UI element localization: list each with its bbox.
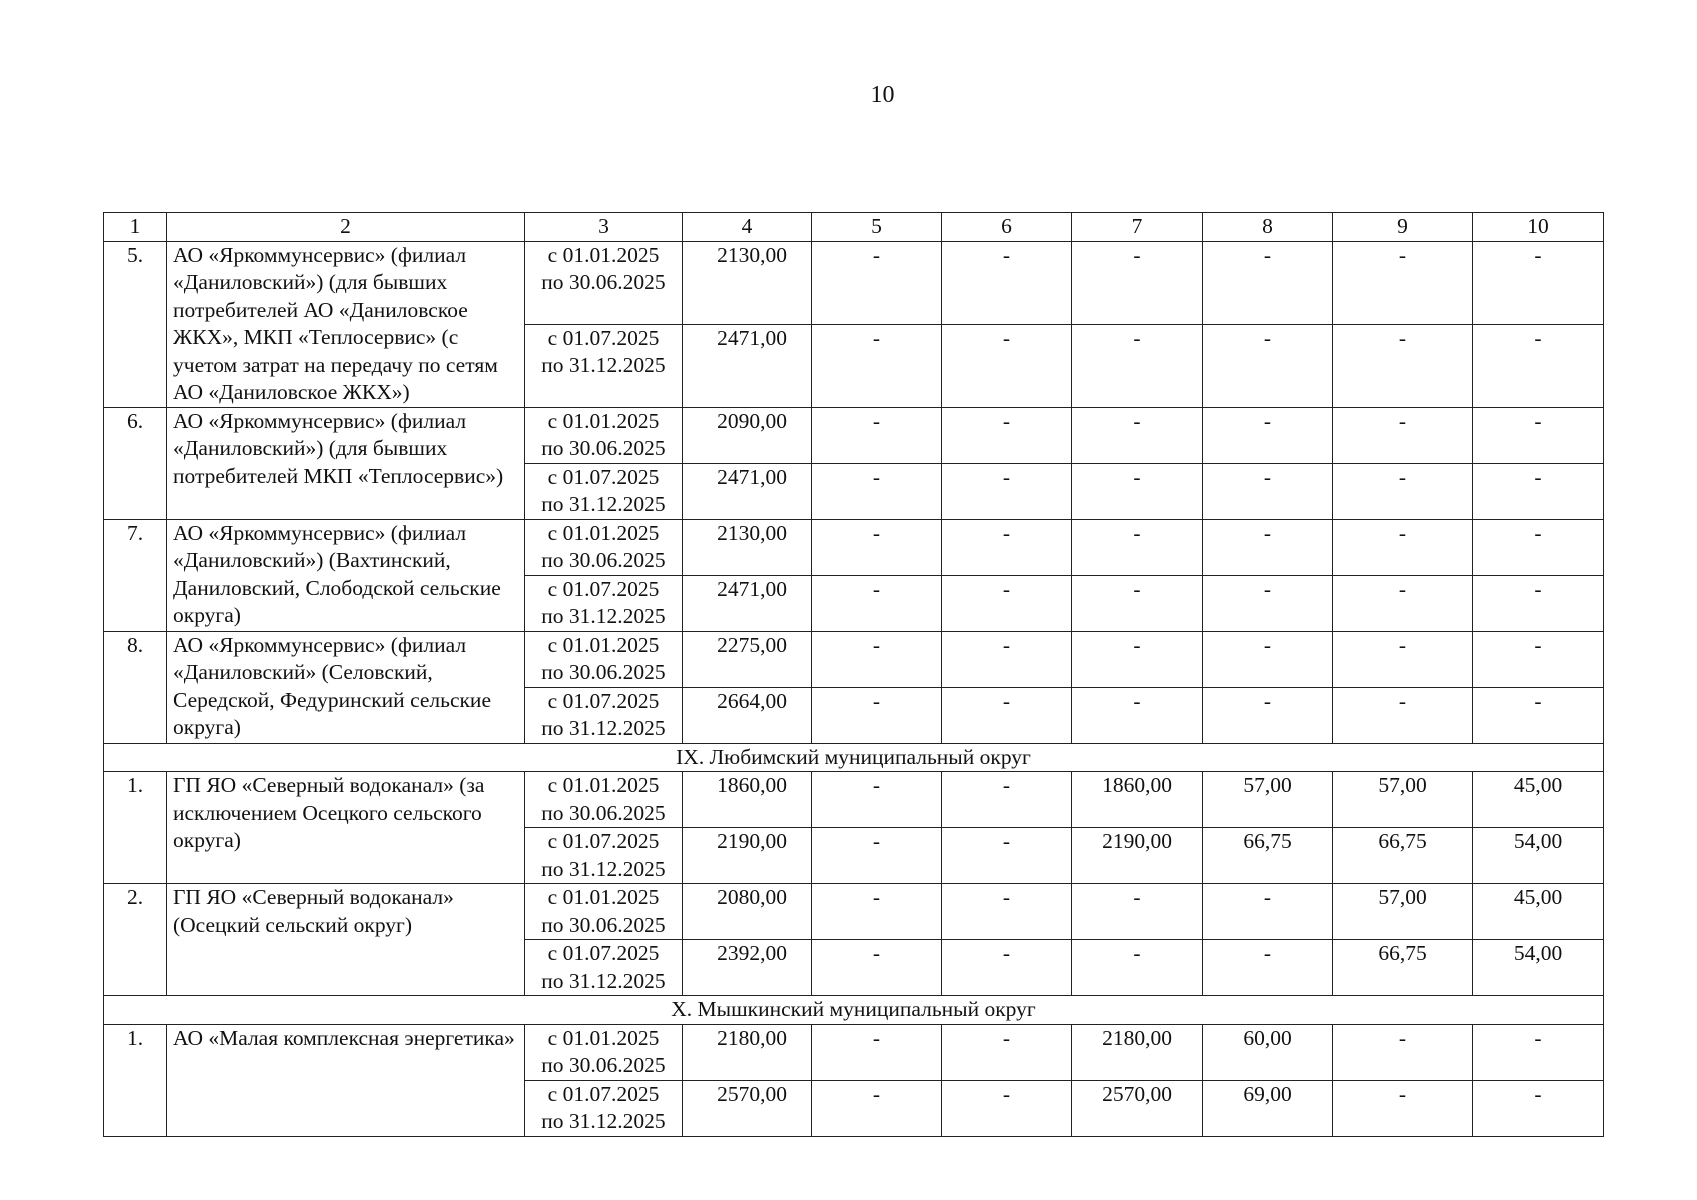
tariff-value: 2392,00 (683, 940, 812, 996)
period-cell (525, 241, 683, 324)
period-cell (525, 1024, 683, 1080)
tariff-value: 2275,00 (683, 631, 812, 687)
value-cell: - (812, 1024, 942, 1080)
column-number-row (104, 213, 1604, 242)
period-to: по 30.06.2025 (541, 660, 666, 684)
row-number: 1. (104, 1024, 167, 1136)
table-row (104, 1024, 1604, 1080)
value-cell: - (1333, 687, 1473, 743)
value-cell: 2570,00 (1072, 1080, 1203, 1136)
period-cell (525, 519, 683, 575)
tariff-value: 2471,00 (683, 575, 812, 631)
period-cell (525, 463, 683, 519)
period-cell (525, 1080, 683, 1136)
value-cell: - (1203, 884, 1333, 940)
tariff-value: 2190,00 (683, 828, 812, 884)
period-from: с 01.01.2025 (547, 773, 660, 797)
value-cell: - (1333, 324, 1473, 407)
value-cell: - (1473, 575, 1604, 631)
column-number-cell: 4 (683, 213, 812, 242)
value-cell: - (942, 1024, 1072, 1080)
value-cell: - (1333, 1024, 1473, 1080)
value-cell: - (1473, 519, 1604, 575)
value-cell: - (1333, 631, 1473, 687)
organization-name: АО «Яркоммунсервис» (филиал «Даниловский») (для бывших потребителей МКП «Теплосервис») (167, 407, 525, 519)
value-cell: 57,00 (1333, 884, 1473, 940)
value-cell: 57,00 (1333, 772, 1473, 828)
row-number: 7. (104, 519, 167, 631)
value-cell: - (812, 687, 942, 743)
tariff-value: 2664,00 (683, 687, 812, 743)
row-number: 6. (104, 407, 167, 519)
table-row (104, 519, 1604, 575)
period-cell (525, 324, 683, 407)
value-cell: - (942, 828, 1072, 884)
period-cell (525, 940, 683, 996)
value-cell: 45,00 (1473, 772, 1604, 828)
value-cell: 54,00 (1473, 828, 1604, 884)
value-cell: 66,75 (1203, 828, 1333, 884)
value-cell: - (942, 1080, 1072, 1136)
value-cell: 2180,00 (1072, 1024, 1203, 1080)
period-to: по 31.12.2025 (541, 968, 666, 993)
table-row (104, 241, 1604, 324)
period-from: с 01.07.2025 (547, 464, 660, 489)
value-cell: 54,00 (1473, 940, 1604, 996)
value-cell: - (942, 519, 1072, 575)
period-from: с 01.07.2025 (547, 576, 660, 601)
period-from: с 01.01.2025 (547, 520, 660, 545)
period-cell (525, 772, 683, 828)
value-cell: - (1072, 324, 1203, 407)
value-cell: - (812, 407, 942, 463)
value-cell: - (812, 1080, 942, 1136)
period-cell (525, 575, 683, 631)
period-cell (525, 687, 683, 743)
value-cell: 66,75 (1333, 940, 1473, 996)
value-cell: - (1473, 1080, 1604, 1136)
tariff-value: 2471,00 (683, 324, 812, 407)
section-header-row (104, 743, 1604, 772)
value-cell: - (1072, 631, 1203, 687)
value-cell: - (1333, 407, 1473, 463)
value-cell: - (812, 631, 942, 687)
period-to: по 30.06.2025 (541, 548, 666, 572)
row-number: 8. (104, 631, 167, 743)
value-cell: - (942, 884, 1072, 940)
period-cell (525, 828, 683, 884)
value-cell: - (942, 687, 1072, 743)
value-cell: - (1333, 575, 1473, 631)
value-cell: - (942, 463, 1072, 519)
table-row (104, 407, 1604, 463)
section-header-row (104, 996, 1604, 1025)
period-to: по 31.12.2025 (541, 716, 666, 740)
value-cell: - (812, 828, 942, 884)
period-from: с 01.07.2025 (547, 829, 660, 853)
column-number-cell: 2 (167, 213, 525, 242)
tariff-value: 2130,00 (683, 519, 812, 575)
period-cell (525, 884, 683, 940)
value-cell: - (812, 241, 942, 324)
value-cell: - (812, 575, 942, 631)
value-cell: - (1333, 1080, 1473, 1136)
value-cell: 1860,00 (1072, 772, 1203, 828)
period-to: по 31.12.2025 (541, 604, 666, 628)
period-to: по 31.12.2025 (541, 492, 666, 516)
value-cell: 60,00 (1203, 1024, 1333, 1080)
period-to: по 30.06.2025 (541, 800, 666, 825)
value-cell: - (1203, 324, 1333, 407)
row-number: 1. (104, 772, 167, 884)
tariff-value: 2180,00 (683, 1024, 812, 1080)
value-cell: - (1473, 463, 1604, 519)
column-number-cell: 8 (1203, 213, 1333, 242)
value-cell: - (1203, 940, 1333, 996)
value-cell: - (1473, 241, 1604, 324)
section-title: X. Мышкинский муниципальный округ (104, 996, 1604, 1025)
value-cell: 45,00 (1473, 884, 1604, 940)
value-cell: - (942, 407, 1072, 463)
period-from: с 01.01.2025 (547, 242, 660, 267)
organization-name: АО «Малая комплексная энергетика» (167, 1024, 525, 1136)
period-to: по 31.12.2025 (541, 353, 666, 377)
value-cell: - (812, 940, 942, 996)
column-number-cell: 7 (1072, 213, 1203, 242)
period-to: по 30.06.2025 (541, 912, 666, 937)
value-cell: - (812, 884, 942, 940)
table-row (104, 631, 1604, 687)
row-number: 2. (104, 884, 167, 996)
value-cell: - (942, 324, 1072, 407)
organization-name: ГП ЯО «Северный водоканал» (за исключением Осецкого сельского округа) (167, 772, 525, 884)
tariff-table (103, 212, 1604, 1137)
value-cell: - (1473, 1024, 1604, 1080)
value-cell: - (942, 940, 1072, 996)
period-to: по 31.12.2025 (541, 856, 666, 881)
period-from: с 01.01.2025 (547, 885, 660, 909)
value-cell: 69,00 (1203, 1080, 1333, 1136)
value-cell: - (1473, 407, 1604, 463)
column-number-cell: 5 (812, 213, 942, 242)
value-cell: - (1203, 241, 1333, 324)
period-cell (525, 631, 683, 687)
value-cell: - (812, 463, 942, 519)
value-cell: - (1203, 463, 1333, 519)
tariff-value: 1860,00 (683, 772, 812, 828)
period-from: с 01.07.2025 (547, 688, 660, 713)
value-cell: - (1203, 631, 1333, 687)
period-from: с 01.07.2025 (547, 1081, 660, 1106)
value-cell: - (1072, 884, 1203, 940)
value-cell: - (1473, 324, 1604, 407)
column-number-cell: 1 (104, 213, 167, 242)
value-cell: - (1333, 241, 1473, 324)
period-cell (525, 407, 683, 463)
value-cell: - (1072, 463, 1203, 519)
value-cell: - (1203, 519, 1333, 575)
period-to: по 30.06.2025 (541, 436, 666, 460)
period-to: по 30.06.2025 (541, 1053, 666, 1077)
value-cell: - (942, 241, 1072, 324)
value-cell: - (1072, 407, 1203, 463)
tariff-value: 2080,00 (683, 884, 812, 940)
section-title: IX. Любимский муниципальный округ (104, 743, 1604, 772)
period-from: с 01.01.2025 (547, 408, 660, 433)
tariff-value: 2471,00 (683, 463, 812, 519)
column-number-cell: 10 (1473, 213, 1604, 242)
value-cell: 57,00 (1203, 772, 1333, 828)
value-cell: - (812, 772, 942, 828)
value-cell: - (812, 519, 942, 575)
table-row (104, 884, 1604, 940)
organization-name: АО «Яркоммунсервис» (филиал «Даниловский» (Селовский, Середской, Федуринский сельские округа) (167, 631, 525, 743)
value-cell: - (942, 575, 1072, 631)
period-to: по 31.12.2025 (541, 1109, 666, 1133)
value-cell: - (1072, 687, 1203, 743)
value-cell: - (1333, 519, 1473, 575)
value-cell: 2190,00 (1072, 828, 1203, 884)
column-number-cell: 6 (942, 213, 1072, 242)
value-cell: - (1203, 687, 1333, 743)
organization-name: ГП ЯО «Северный водоканал» (Осецкий сельский округ) (167, 884, 525, 996)
table-row (104, 772, 1604, 828)
tariff-value: 2130,00 (683, 241, 812, 324)
value-cell: - (1333, 463, 1473, 519)
value-cell: - (1072, 940, 1203, 996)
period-to: по 30.06.2025 (541, 270, 666, 294)
value-cell: - (1203, 407, 1333, 463)
value-cell: - (942, 631, 1072, 687)
value-cell: - (1072, 241, 1203, 324)
value-cell: - (1473, 631, 1604, 687)
value-cell: - (1072, 519, 1203, 575)
value-cell: - (1473, 687, 1604, 743)
value-cell: - (812, 324, 942, 407)
value-cell: - (942, 772, 1072, 828)
column-number-cell: 9 (1333, 213, 1473, 242)
period-from: с 01.07.2025 (547, 325, 660, 350)
tariff-value: 2090,00 (683, 407, 812, 463)
row-number: 5. (104, 241, 167, 407)
period-from: с 01.01.2025 (547, 1025, 660, 1050)
tariff-value: 2570,00 (683, 1080, 812, 1136)
value-cell: - (1072, 575, 1203, 631)
period-from: с 01.01.2025 (547, 632, 660, 657)
column-number-cell: 3 (525, 213, 683, 242)
value-cell: 66,75 (1333, 828, 1473, 884)
value-cell: - (1203, 575, 1333, 631)
organization-name: АО «Яркоммунсервис» (филиал «Даниловский») (Вахтинский, Даниловский, Слободской сельские округа) (167, 519, 525, 631)
organization-name: АО «Яркоммунсервис» (филиал «Даниловский») (для бывших потребителей АО «Даниловское ЖКХ», МКП «Теплосервис» (с учетом затрат на передачу по сетям АО «Даниловское ЖКХ») (167, 241, 525, 407)
period-from: с 01.07.2025 (547, 941, 660, 965)
page-number: 10 (870, 82, 895, 108)
